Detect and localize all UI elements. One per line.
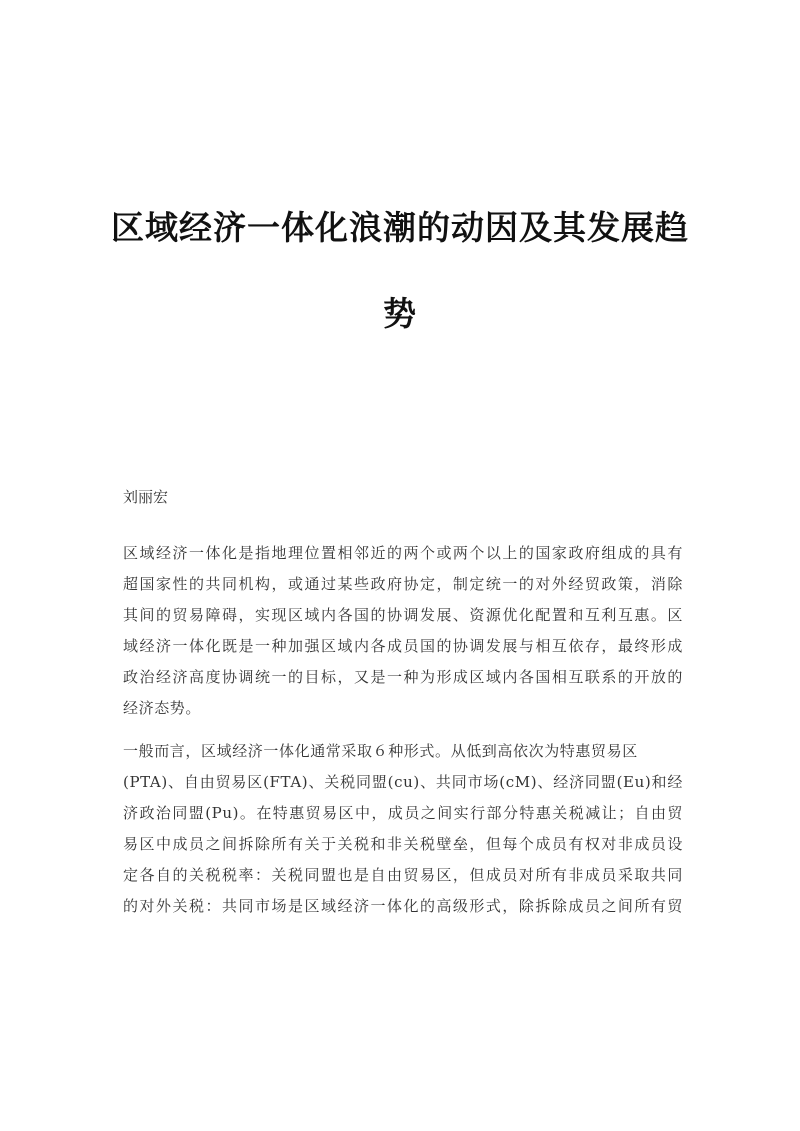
text-line: (PTA)、自由贸易区(FTA)、关税同盟(cu)、共同市场(cM)、经济同盟(Eu)和经 [123,773,683,791]
text-line: 的对外关税：共同市场是区域经济一体化的高级形式，除拆除成员之间所有贸 [123,897,683,915]
text-line: 一般而言，区域经济一体化通常采取６种形式。从低到高依次为特惠贸易区 [123,742,638,760]
text-line: 域经济一体化既是一种加强区域内各成员国的协调发展与相互依存，最终形成 [123,637,683,655]
text-line: 其间的贸易障碍，实现区域内各国的协调发展、资源优化配置和互利互惠。区 [123,606,683,624]
paragraph [123,736,683,922]
text-line: 定各自的关税税率：关税同盟也是自由贸易区，但成员对所有非成员采取共同 [123,866,683,884]
text-line: 经济态势。 [123,699,202,717]
text-line: 政治经济高度协调统一的目标，又是一种为形成区域内各国相互联系的开放的 [123,668,683,686]
document-title [110,185,690,357]
text-line: 区域经济一体化是指地理位置相邻近的两个或两个以上的国家政府组成的具有 [123,544,683,562]
title-line: 区域经济一体化浪潮的动因及其发展趋 [111,208,689,247]
document-body [123,538,683,934]
text-line: 济政治同盟(Pu)。在特惠贸易区中，成员之间实行部分特惠关税减让；自由贸 [123,804,683,822]
text-line: 超国家性的共同机构，或通过某些政府协定，制定统一的对外经贸政策，消除 [123,575,683,593]
author-name: 刘丽宏 [123,488,169,506]
paragraph [123,538,683,724]
text-line: 易区中成员之间拆除所有关于关税和非关税壁垒，但每个成员有权对非成员设 [123,835,683,853]
title-line: 势 [383,294,417,333]
